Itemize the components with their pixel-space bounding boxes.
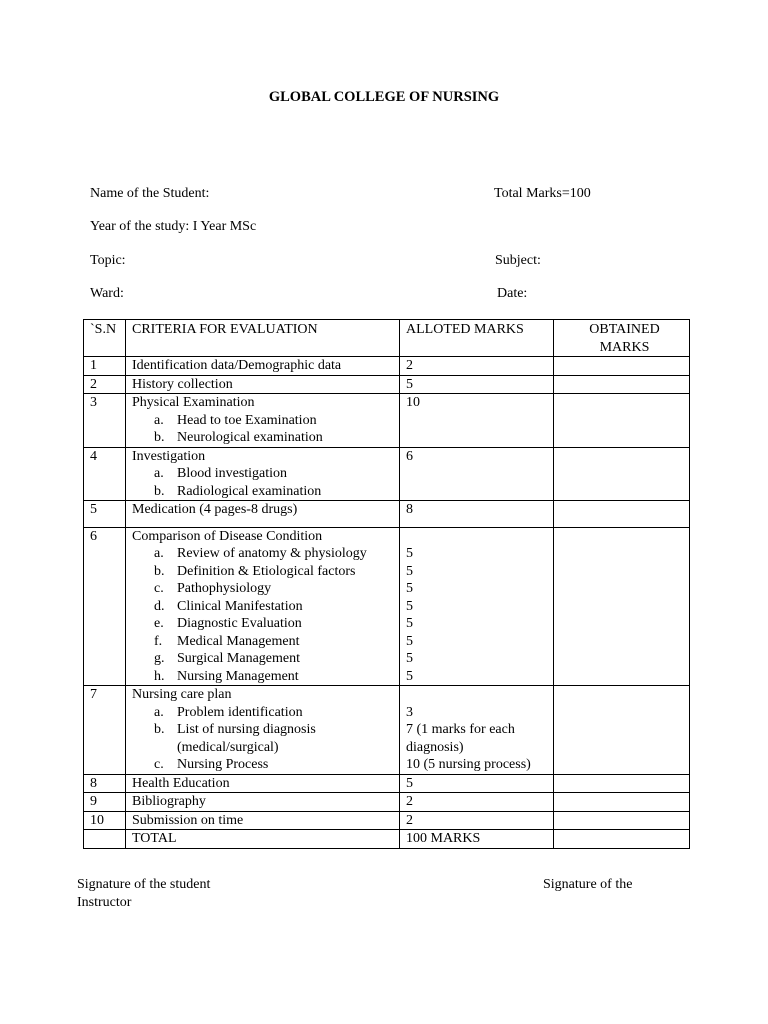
row-obtained-marks [554,830,690,849]
sub-criteria-item [132,465,399,483]
sub-criteria-letter: d. [154,598,165,614]
instructor-signature-label: Signature of the [543,877,633,892]
row-criteria-cell [126,686,400,775]
sub-criteria-letter: b. [154,430,165,445]
header-criteria: CRITERIA FOR EVALUATION [126,320,400,357]
row-criteria: Health Education [132,775,230,791]
sub-criteria-text: Review of anatomy & physiology [177,546,367,561]
sub-criteria-marks: 7 (1 marks for each diagnosis) [406,722,515,755]
row-criteria-cell [126,394,400,448]
row-alloted-marks-cell [400,774,554,793]
table-row [84,830,690,849]
row-alloted-marks: 2 [406,358,413,373]
header-obtained-marks [554,320,690,357]
row-criteria: TOTAL [132,831,177,846]
row-criteria-cell [126,501,400,528]
sub-criteria-item [132,545,399,563]
ward-label: Ward: [90,286,124,301]
table-row [84,394,690,448]
row-sn: 4 [84,447,126,501]
sub-criteria-marks: 5 [406,668,413,684]
sub-criteria-text: Diagnostic Evaluation [177,616,302,631]
sub-criteria-item [132,412,399,430]
sub-criteria-item [132,668,399,686]
row-obtained-marks [554,357,690,376]
row-criteria: Bibliography [132,794,206,809]
header-sn: `S.N [84,320,126,357]
row-alloted-marks-cell [400,830,554,849]
sub-criteria-letter: f. [154,633,163,649]
instructor-signature-label-continued: Instructor [77,895,132,910]
sub-criteria-marks: 5 [406,651,413,666]
row-obtained-marks [554,501,690,528]
row-alloted-marks: 6 [406,448,413,464]
row-sn: 9 [84,793,126,812]
sub-criteria-marks: 5 [406,546,413,561]
row-criteria: Comparison of Disease Condition [132,528,323,544]
row-alloted-marks: 2 [406,812,413,828]
row-alloted-marks-cell [400,686,554,775]
sub-criteria-letter: g. [154,651,165,666]
sub-criteria-letter: a. [154,704,164,720]
row-sn: 1 [84,357,126,376]
row-obtained-marks [554,394,690,448]
sub-criteria-text: Clinical Manifestation [177,598,303,614]
row-obtained-marks [554,447,690,501]
row-criteria: Identification data/Demographic data [132,358,342,373]
table-row [84,811,690,830]
sub-criteria-text: Radiological examination [177,483,322,499]
total-marks-label: Total Marks=100 [494,186,591,201]
sub-criteria-text: Surgical Management [177,651,300,666]
row-obtained-marks [554,811,690,830]
row-alloted-marks-cell [400,357,554,376]
sub-criteria-item [132,756,399,774]
date-label: Date: [497,286,528,301]
sub-criteria-text: Blood investigation [177,466,288,481]
row-sn: 5 [84,501,126,528]
sub-criteria-letter: e. [154,616,164,631]
row-alloted-marks-cell [400,527,554,686]
sub-criteria-marks: 5 [406,598,413,614]
row-alloted-marks: 8 [406,502,413,517]
row-criteria: Medication (4 pages-8 drugs) [132,502,298,517]
sub-criteria-item [132,615,399,633]
sub-criteria-text: Problem identification [177,704,303,720]
sub-criteria-item [132,483,399,501]
sub-criteria-text: Nursing Process [177,757,269,772]
sub-criteria-item [132,429,399,447]
row-sn: 3 [84,394,126,448]
row-alloted-marks: 5 [406,376,413,392]
row-criteria: Physical Examination [132,395,255,410]
sub-criteria-letter: a. [154,466,164,481]
row-obtained-marks [554,375,690,394]
subject-label: Subject: [495,253,541,268]
row-criteria-cell [126,774,400,793]
row-alloted-marks: 10 [406,395,420,410]
sub-criteria-marks: 3 [406,704,413,720]
row-sn [84,830,126,849]
row-alloted-marks: 2 [406,794,413,809]
row-alloted-marks: 100 MARKS [406,831,481,846]
row-alloted-marks-cell [400,394,554,448]
row-alloted-marks-cell [400,375,554,394]
sub-criteria-item [132,650,399,668]
sub-criteria-item [132,563,399,581]
table-row [84,686,690,775]
row-criteria-cell [126,811,400,830]
sub-criteria-text: Neurological examination [177,430,323,445]
sub-criteria-item [132,580,399,598]
table-row [84,375,690,394]
row-sn: 7 [84,686,126,775]
row-alloted-marks: 5 [406,775,413,791]
sub-criteria-text: Head to toe Examination [177,412,317,428]
row-criteria-cell [126,830,400,849]
header-alloted-marks: ALLOTED MARKS [400,320,554,357]
row-obtained-marks [554,686,690,775]
row-alloted-marks [406,528,553,546]
sub-criteria-letter: c. [154,581,164,596]
sub-criteria-text: List of nursing diagnosis (medical/surgical) [177,722,316,755]
sub-criteria-letter: b. [154,483,165,499]
row-obtained-marks [554,774,690,793]
row-criteria: Nursing care plan [132,687,232,702]
evaluation-table [83,319,690,849]
table-row [84,447,690,501]
sub-criteria-marks: 5 [406,633,413,649]
table-row [84,793,690,812]
row-criteria-cell [126,375,400,394]
table-row [84,501,690,528]
sub-criteria-marks: 5 [406,563,413,579]
row-criteria: Submission on time [132,812,244,828]
row-sn: 8 [84,774,126,793]
row-alloted-marks-cell [400,501,554,528]
sub-criteria-letter: a. [154,412,164,428]
row-alloted-marks-cell [400,793,554,812]
sub-criteria-marks: 5 [406,616,413,631]
row-sn: 10 [84,811,126,830]
header-obtained-marks-text: OBTAINED MARKS [589,322,660,355]
sub-criteria-item [132,704,399,722]
student-name-label: Name of the Student: [90,186,210,201]
student-signature-label: Signature of the student [77,877,211,892]
sub-criteria-text: Definition & Etiological factors [177,563,356,579]
sub-criteria-item [132,598,399,616]
sub-criteria-item [132,633,399,651]
sub-criteria-marks: 10 (5 nursing process) [406,757,531,772]
sub-criteria-marks: 5 [406,581,413,596]
row-criteria-cell [126,793,400,812]
row-alloted-marks-cell [400,447,554,501]
sub-criteria-text: Medical Management [177,633,300,649]
table-row [84,527,690,686]
row-criteria-cell [126,447,400,501]
sub-criteria-text: Pathophysiology [177,581,272,596]
sub-criteria-letter: c. [154,757,164,772]
sub-criteria-item [132,721,399,756]
table-header-row [84,320,690,357]
row-criteria: History collection [132,376,233,392]
row-alloted-marks [406,686,553,704]
sub-criteria-letter: h. [154,668,165,684]
row-criteria-cell [126,527,400,686]
row-obtained-marks [554,527,690,686]
row-sn: 6 [84,527,126,686]
document-title: GLOBAL COLLEGE OF NURSING [268,89,500,105]
sub-criteria-letter: b. [154,563,165,579]
table-row [84,357,690,376]
row-obtained-marks [554,793,690,812]
year-of-study-label: Year of the study: I Year MSc [90,219,257,234]
sub-criteria-text: Nursing Management [177,668,299,684]
row-criteria-cell [126,357,400,376]
row-alloted-marks-cell [400,811,554,830]
row-criteria: Investigation [132,448,206,464]
topic-label: Topic: [90,253,126,268]
table-row [84,774,690,793]
sub-criteria-letter: a. [154,546,164,561]
sub-criteria-letter: b. [154,722,165,737]
row-sn: 2 [84,375,126,394]
